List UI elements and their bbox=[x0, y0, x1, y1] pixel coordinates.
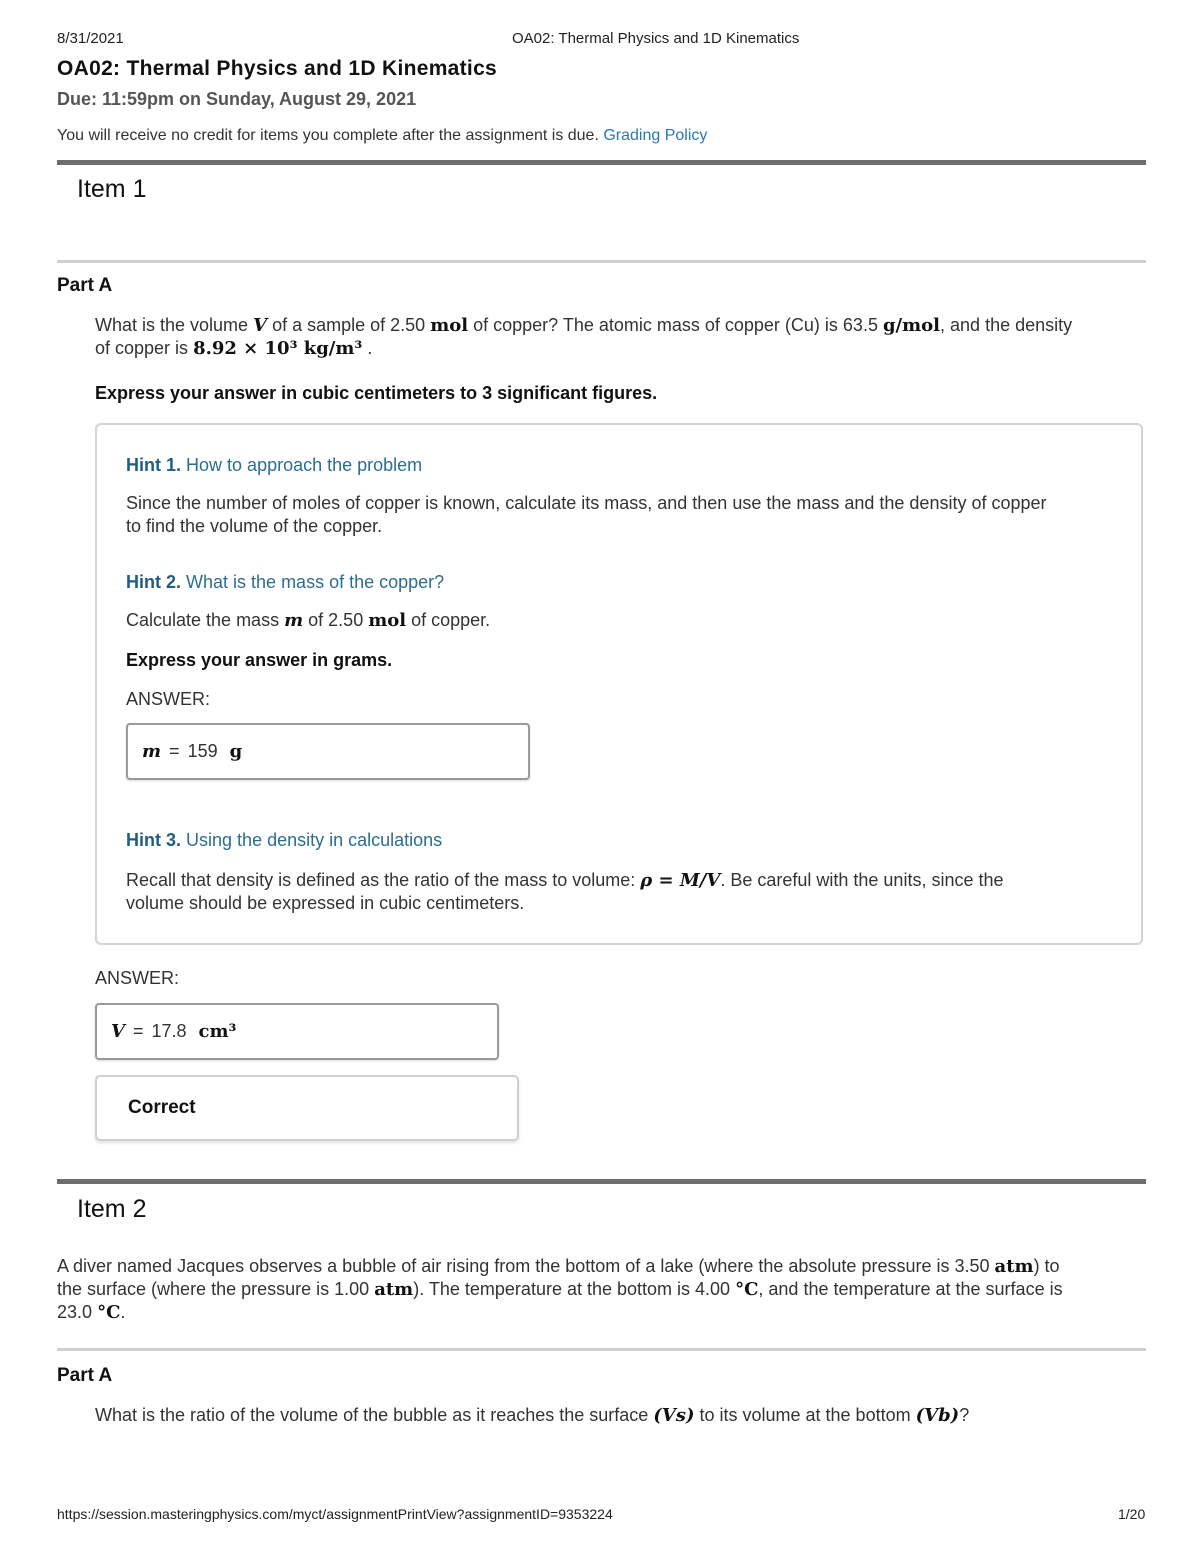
var-vb: (Vb) bbox=[915, 1405, 960, 1426]
answer-var-m: m bbox=[142, 741, 162, 762]
item-2-title: Item 2 bbox=[77, 1195, 147, 1223]
answer-unit-cm3: cm³ bbox=[198, 1021, 237, 1042]
hint-2-text: Calculate the mass m of 2.50 mol of copper. bbox=[126, 610, 491, 631]
part-a-title: Part A bbox=[57, 275, 113, 296]
feedback-correct: Correct bbox=[95, 1075, 519, 1141]
hint-3-text: Recall that density is defined as the ratio of the mass to volume: ρ = M/V. Be careful with the units, since the volume should be expressed in cubic centimeters. bbox=[126, 870, 1004, 913]
hint-1-header[interactable]: Hint 1. How to approach the problem bbox=[126, 455, 423, 475]
hint-2-header[interactable]: Hint 2. What is the mass of the copper? bbox=[126, 572, 445, 592]
part-a-instruction: Express your answer in cubic centimeters to 3 significant figures. bbox=[95, 383, 658, 403]
item-2-part-a-title: Part A bbox=[57, 1365, 113, 1386]
answer-value-mass: 159 bbox=[187, 741, 218, 761]
density-formula: ρ = M/V bbox=[640, 870, 721, 891]
item-2-part-a-question: What is the ratio of the volume of the bubble as it reaches the surface (Vs) to its volume at the bottom (Vb)? bbox=[95, 1405, 970, 1426]
answer-value-volume: 17.8 bbox=[151, 1021, 187, 1041]
assignment-title: OA02: Thermal Physics and 1D Kinematics bbox=[57, 57, 498, 80]
divider-item2-part-a bbox=[57, 1348, 1146, 1351]
part-a-answer-label: ANSWER: bbox=[95, 968, 180, 988]
print-doc-title: OA02: Thermal Physics and 1D Kinematics bbox=[512, 30, 800, 47]
var-vs: (Vs) bbox=[653, 1405, 695, 1426]
due-date: Due: 11:59pm on Sunday, August 29, 2021 bbox=[57, 89, 417, 109]
late-credit-note bbox=[57, 127, 707, 145]
hint-3-header[interactable]: Hint 3. Using the density in calculations bbox=[126, 830, 443, 850]
hint-2-instruction: Express your answer in grams. bbox=[126, 650, 393, 670]
item-2-intro: A diver named Jacques observes a bubble of air rising from the bottom of a lake (where the absolute pressure is 3.50 atm) to the surface (where the pressure is 1.00 atm). The temperature at the bottom is 4.00 °C, and the temperature at the surface is 23.0 °C. bbox=[57, 1256, 1063, 1323]
part-a-question: What is the volume V of a sample of 2.50 mol of copper? The atomic mass of copper (Cu) is 63.5 g/mol, and the density of copper is 8.92 × 10³ kg/m³ . bbox=[95, 315, 1073, 359]
footer-url: https://session.masteringphysics.com/myct/assignmentPrintView?assignmentID=9353224 bbox=[57, 1506, 613, 1522]
density-value: 8.92 × 10³ kg/m³ bbox=[193, 338, 363, 359]
hint-2-answer-field[interactable]: m = 159 g bbox=[126, 723, 530, 780]
part-a-answer-field[interactable]: V = 17.8 cm³ bbox=[95, 1003, 499, 1060]
answer-var-v: V bbox=[111, 1021, 125, 1042]
hint-1-text: Since the number of moles of copper is known, calculate its mass, and then use the mass and the density of copper to find the volume of the copper. bbox=[126, 493, 1047, 536]
answer-unit-g: g bbox=[229, 741, 243, 762]
late-credit-text: You will receive no credit for items you complete after the assignment is due. bbox=[57, 127, 599, 144]
hint-2-answer-label: ANSWER: bbox=[126, 689, 211, 709]
divider-item1 bbox=[57, 160, 1146, 165]
print-date: 8/31/2021 bbox=[57, 30, 124, 47]
grading-policy-link[interactable]: Grading Policy bbox=[603, 127, 708, 144]
var-v: V bbox=[253, 315, 268, 336]
page-number: 1/20 bbox=[1118, 1506, 1146, 1522]
divider-part-a bbox=[57, 260, 1146, 263]
divider-item2 bbox=[57, 1179, 1146, 1184]
item-1-title: Item 1 bbox=[77, 175, 147, 203]
